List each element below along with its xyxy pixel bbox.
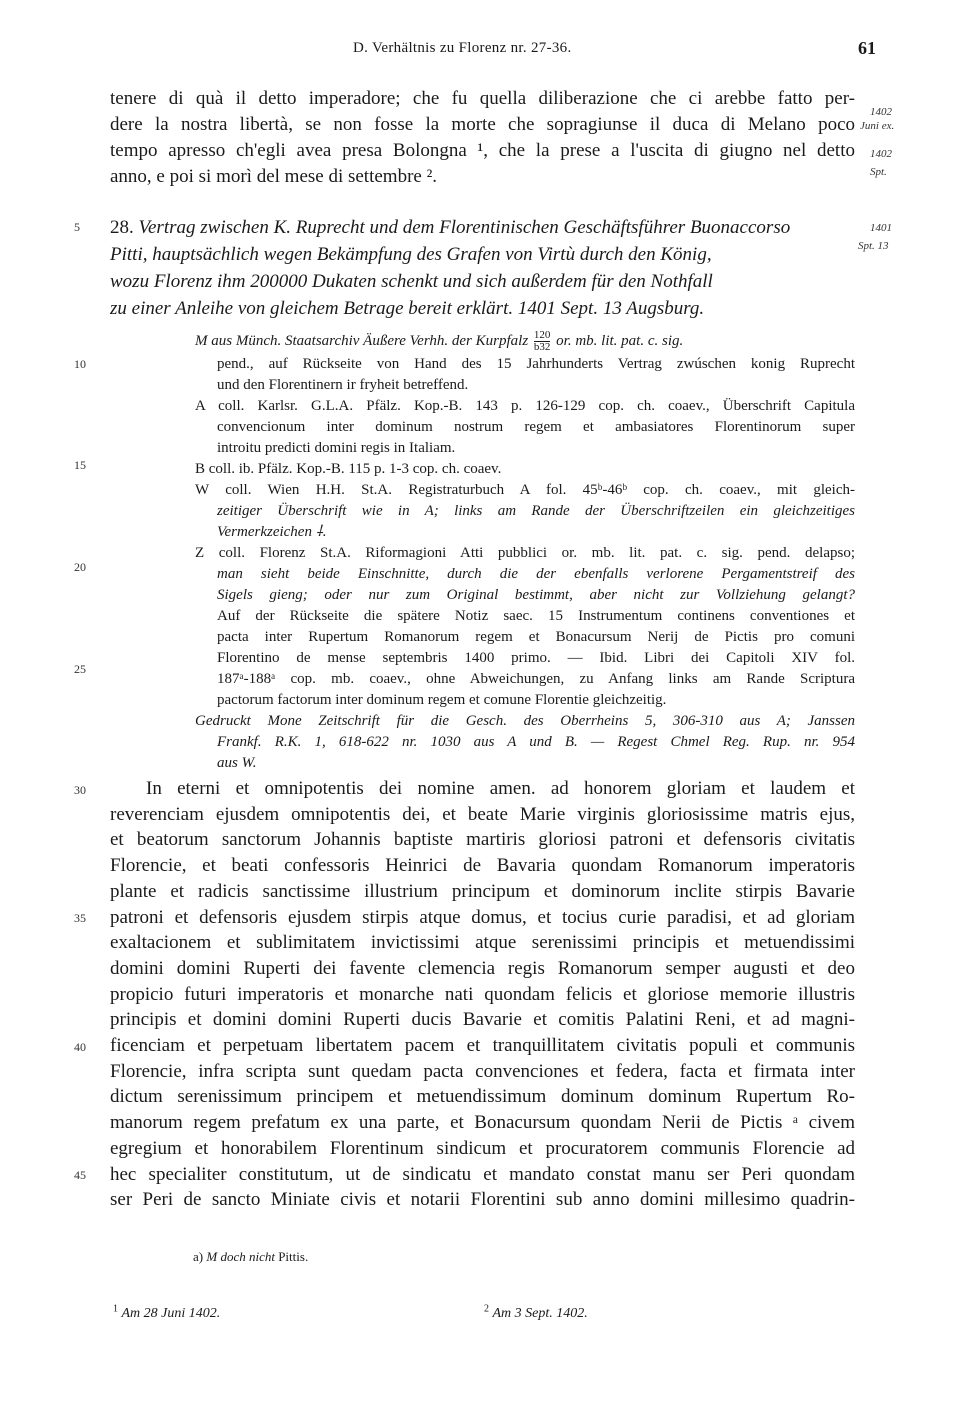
heading-line: Pitti, hauptsächlich wegen Bekämpfung des Grafen von Virtù durch den König, [110,244,712,265]
footnote-text: Am 28 Juni 1402. [121,1306,221,1321]
margin-date: Spt. [870,166,887,178]
apparatus-text: or. mb. lit. pat. c. sig. [556,332,684,349]
heading-line: zu einer Anleihe von gleichem Betrage bereit erklärt. 1401 Sept. 13 Augsburg. [110,298,705,319]
footnote-mark: 2 [484,1303,489,1315]
fraction-denominator: b32 [533,341,551,353]
intro-paragraph [110,86,855,190]
variant-note-label: a) [193,1249,204,1264]
main-line: hec specialiter constitutum, ut de sindicatu et mandato constat manu ser Peri quondam [110,1163,855,1185]
main-line: In eterni et omnipotentis dei nomine amen. ad honorem gloriam et laudem et [146,778,855,799]
page-header [0,40,960,64]
main-line: exaltacionem et sublimitatem invictissimi atque serenissimi principis et metuendissimi [110,932,855,954]
shelfmark-fraction [534,330,551,353]
heading-line [110,214,855,241]
intro-line: anno, e poi si morì del mese di settembre ². [110,166,438,187]
main-line: dictum serenissimum principem et metuendissimum dominum dominum Rupertum Ro- [110,1086,855,1108]
line-number: 25 [74,662,86,676]
apparatus-line: Gedruckt Mone Zeitschrift für die Gesch. des Oberrheins 5, 306-310 aus A; Janssen [195,713,855,729]
intro-line: tempo apresso ch'egli avea presa Bolongna ¹, che la prese a l'uscita di giugno nel detto [110,140,855,161]
critical-apparatus [195,330,855,774]
variant-note-word: Pittis. [278,1249,309,1264]
running-head: D. Verhältnis zu Florenz nr. 27-36. [353,40,572,56]
apparatus-line: B coll. ib. Pfälz. Kop.-B. 115 p. 1-3 cop. ch. coaev. [195,461,502,477]
variant-note-text: M doch nicht [206,1249,275,1264]
main-text [110,776,855,1213]
margin-date: 1401 [870,222,892,234]
main-line: plante et radicis sanctissime illustrium principum et dominorum inclite stirpis Bavarie [110,880,855,902]
main-line: Florencie, et beati confessoris Heinrici de Bavaria quondam Romanorum imperatoris [110,855,855,877]
heading-line: wozu Florenz ihm 200000 Dukaten schenkt und sich außerdem für den Nothfall [110,271,713,292]
apparatus-line: Z coll. Florenz St.A. Riformagioni Atti pubblici or. mb. lit. pat. c. sig. pend. delapso; [195,545,855,561]
main-line: manorum regem prefatum ex una parte, et Bonacursum quondam Nerii de Pictis ᵃ civem [110,1112,855,1134]
apparatus-line: pacta inter Rupertum Romanorum regem et Bonacursum Nerij de Pictis pro comuni [217,629,855,645]
main-line: Florencie, infra scripta sunt quedam pacta convenciones et federa, facta et firmata inter [110,1060,855,1082]
footnote-text: Am 3 Sept. 1402. [492,1306,588,1321]
line-number: 10 [74,357,86,371]
footnote-mark: 1 [113,1303,118,1315]
line-number: 5 [74,220,80,234]
apparatus-line: pactorum factorum inter dominum regem et comune Florentie gleichzeitig. [217,692,667,708]
apparatus-line: und den Florentinern ir fryheit betreffend. [217,377,469,393]
apparatus-line: pend., auf Rückseite von Hand des 15 Jahrhunderts Vertrag zwúschen konig Ruprecht [217,356,855,372]
apparatus-line: aus W. [217,755,257,771]
apparatus-line: Sigels gieng; oder nur zum Original bestimmt, aber nicht zur Vollziehung gelangt? [217,587,855,603]
main-line: patroni et defensoris ejusdem stirpis atque domus, et tocius curie paradisi, et ad gloriam [110,906,855,928]
apparatus-line: convencionum inter dominum nostrum regem et ambasiatores Florentinorum super [217,419,855,435]
main-line: propicio futuri imperatoris et monarche nati quondam felicis et gloriose memorie illustris [110,983,855,1005]
main-line: reverenciam ejusdem omnipotentis dei, et beate Marie virginis gloriosissime matris ejus, [110,803,855,825]
apparatus-text: M aus Münch. Staatsarchiv Äußere Verhh. der Kurpfalz [195,332,529,349]
main-line: et beatorum sanctorum Johannis baptiste martiris gloriosi patroni et defensoris civitatis [110,829,855,851]
margin-date: 1402 [870,106,892,118]
variant-note [193,1249,308,1265]
document-heading [110,214,855,322]
apparatus-line: Auf der Rückseite die spätere Notiz saec. 15 Instrumentum continens conventiones et [217,608,855,624]
apparatus-line: zeitiger Überschrift wie in A; links am Rande der Überschriftzeilen ein gleichzeitiges [217,503,855,519]
line-number: 35 [74,911,86,925]
heading-line-text: Vertrag zwischen K. Ruprecht und dem Florentinischen Geschäftsführer Buonaccorso [138,217,791,238]
apparatus-line: W coll. Wien H.H. St.A. Registraturbuch A fol. 45ᵇ-46ᵇ cop. ch. coaev., mit gleich- [195,482,855,498]
main-line: ser Peri de sancto Miniate civis et notarii Florentini sub anno domini millesimo quadrin- [110,1189,855,1211]
apparatus-line: man sieht beide Einschnitte, durch die der ebenfalls verlorene Pergamentstreif des [217,566,855,582]
main-line: ficenciam et perpetuam libertatem pacem et tranquillitatem civitatis populi et communis [110,1035,855,1057]
margin-date: Juni ex. [860,120,895,132]
document-number: 28. [110,217,134,238]
intro-line: dere la nostra libertà, se non fosse la morte che sopragiunse il duca di Melano poco [110,114,855,135]
fraction-numerator: 120 [533,329,551,341]
line-number: 40 [74,1040,86,1054]
apparatus-line: introitu predicti domini regis in Italiam. [217,440,456,456]
apparatus-line: Florentino de mense septembris 1400 primo. — Ibid. Libri dei Capitoli XIV fol. [217,650,855,666]
main-line: principis et domini domini Ruperti ducis Bavarie et comitis Palatini Reni, et ad magni- [110,1009,855,1031]
footnote-2 [484,1303,588,1322]
apparatus-line: 187ᵃ-188ᵃ cop. mb. coaev., ohne Abweichungen, zu Anfang links am Rande Scriptura [217,671,855,687]
line-number: 15 [74,458,86,472]
intro-line: tenere di quà il detto imperadore; che fu quella diliberazione che ci arebbe fatto per- [110,88,855,109]
line-number: 20 [74,560,86,574]
line-number: 30 [74,783,86,797]
apparatus-line [195,330,855,354]
footnote-1 [113,1303,221,1322]
margin-date: Spt. 13 [858,240,889,252]
apparatus-line: Vermerkzeichen ⸸. [217,524,327,540]
line-number: 45 [74,1168,86,1182]
page-number: 61 [858,38,876,58]
margin-date: 1402 [870,148,892,160]
apparatus-line: A coll. Karlsr. G.L.A. Pfälz. Kop.-B. 143 p. 126-129 cop. ch. coaev., Überschrift Capitula [195,398,855,414]
main-line: domini domini Ruperti dei favente clemencia regis Romanorum semper augusti et deo [110,957,855,979]
apparatus-line: Frankf. R.K. 1, 618-622 nr. 1030 aus A und B. — Regest Chmel Reg. Rup. nr. 954 [217,734,855,750]
main-line: egregium et honorabilem Florentinum sindicum et procuratorem communis Florencie ad [110,1137,855,1159]
